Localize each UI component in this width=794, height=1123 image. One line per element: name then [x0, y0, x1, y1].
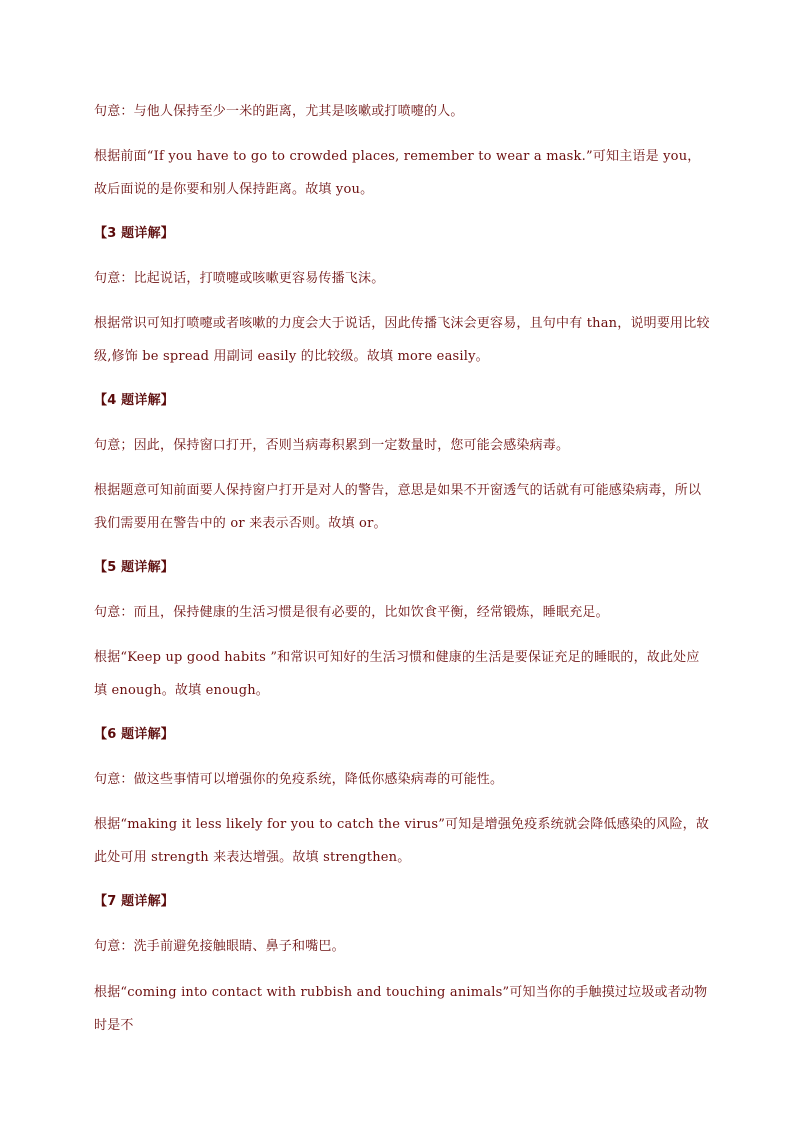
- paragraph-11: 句意：洗手前避免接触眼睛、鼻子和嘴巴。: [94, 939, 345, 954]
- paragraph-6: 根据题意可知前面要人保持窗户打开是对人的警告，意思是如果不开窗透气的话就有可能感染病毒，所以我们需要用在警告中的 or 来表示否则。故填 or。: [94, 483, 702, 531]
- section-heading-6: 【6 题详解】: [94, 727, 174, 742]
- section-heading-3: 【3 题详解】: [94, 226, 174, 241]
- section-heading-7: 【7 题详解】: [94, 894, 174, 909]
- paragraph-3: 句意：比起说话，打喷嚏或咳嗽更容易传播飞沫。: [94, 271, 385, 286]
- paragraph-12: 根据“coming into contact with rubbish and touching animals”可知当你的手触摸过垃圾或者动物时是不: [94, 985, 708, 1033]
- paragraph-5: 句意；因此，保持窗口打开，否则当病毒积累到一定数量时，您可能会感染病毒。: [94, 438, 570, 453]
- section-heading-4: 【4 题详解】: [94, 393, 174, 408]
- paragraph-4: 根据常识可知打喷嚏或者咳嗽的力度会大于说话，因此传播飞沫会更容易，且句中有 than，说明要用比较级,修饰 be spread 用副词 easily 的比较级。故填 more easily。: [94, 316, 710, 364]
- section-heading-5: 【5 题详解】: [94, 560, 174, 575]
- paragraph-7: 句意：而且，保持健康的生活习惯是很有必要的，比如饮食平衡，经常锻炼，睡眠充足。: [94, 605, 609, 620]
- paragraph-10: 根据“making it less likely for you to catch the virus”可知是增强免疫系统就会降低感染的风险，故此处可用 strength 来表达增强。故填 strengthen。: [94, 817, 710, 865]
- paragraph-9: 句意：做这些事情可以增强你的免疫系统，降低你感染病毒的可能性。: [94, 772, 504, 787]
- paragraph-8: 根据“Keep up good habits ”和常识可知好的生活习惯和健康的生活是要保证充足的睡眠的，故此处应填 enough。故填 enough。: [94, 650, 700, 698]
- paragraph-2: 根据前面“If you have to go to crowded places, remember to wear a mask.”可知主语是 you，故后面说的是你要和别人保持距离。故填 you。: [94, 149, 701, 197]
- paragraph-1: 句意：与他人保持至少一米的距离，尤其是咳嗽或打喷嚏的人。: [94, 104, 464, 119]
